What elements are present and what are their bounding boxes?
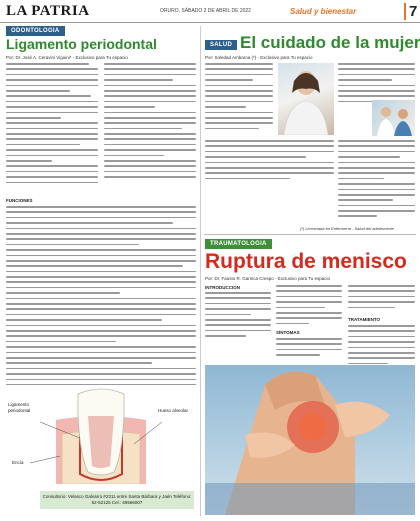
subhead-sintomas: SÍNTOMAS bbox=[276, 330, 300, 335]
article-bottom-col1 bbox=[205, 292, 271, 341]
article-left-body-lower bbox=[6, 206, 196, 395]
article-bottom-col2 bbox=[276, 285, 342, 328]
tag-odontologia: ODONTOLOGIA bbox=[6, 26, 65, 36]
page-number: 7 bbox=[404, 3, 417, 20]
subhead-funciones: FUNCIONES bbox=[6, 198, 33, 203]
article-left-footer: Consultorio: Velasco Galvarro #2311 entre Santa Bárbara y Jaén Teléfono: 52-52125 Cel.: 69566007 bbox=[40, 491, 194, 509]
article-bottom-title: Ruptura de menisco bbox=[205, 250, 407, 273]
woman-figure-icon bbox=[278, 63, 334, 135]
masthead bbox=[0, 0, 420, 22]
caption-gum: Encía bbox=[12, 460, 24, 465]
article-left-byline: Por: Dr. José A. Ceravini Viguini* - Exclusivo para Tu espacio bbox=[6, 55, 128, 60]
article-bottom-col2-lower bbox=[276, 338, 342, 360]
article-left-col1 bbox=[6, 63, 98, 187]
article-right-title: El cuidado de la mujer bbox=[240, 33, 420, 52]
article-right-col2-lower bbox=[338, 140, 415, 221]
tooth-diagram bbox=[6, 386, 196, 484]
article-left-col2 bbox=[104, 63, 196, 182]
article-right-byline: Por: Soledad Ambaroa (*) - Exclusivo para Tu espacio bbox=[205, 55, 313, 60]
newspaper-logo: LA PATRIA bbox=[6, 3, 90, 19]
article-bottom-byline: Por: Dr. Fausto R. Garnica Crespo - Exclusivo para Tu espacio bbox=[205, 276, 331, 281]
doctor-patient-icon bbox=[372, 100, 415, 136]
woman-photo bbox=[278, 63, 334, 135]
tag-salud: SALUD bbox=[205, 40, 237, 50]
top-rule bbox=[0, 22, 420, 23]
article-left-title: Ligamento periodontal bbox=[6, 36, 157, 52]
article-right-col1 bbox=[205, 63, 273, 133]
article-right-col1-lower bbox=[205, 140, 334, 183]
subhead-tratamiento: TRATAMIENTO bbox=[348, 317, 380, 322]
article-bottom-col3-lower bbox=[348, 325, 415, 368]
article-right-credit: (*) Licenciada en Enfermería - Salud del adolescente bbox=[300, 226, 394, 231]
section-title: Salud y bienestar bbox=[290, 7, 357, 16]
dateline: ORURO, SÁBADO 2 DE ABRIL DE 2022 bbox=[160, 8, 251, 14]
caption-ligament: Ligamento periodontal bbox=[8, 402, 31, 413]
knee-injury-icon bbox=[205, 365, 415, 515]
section-rule bbox=[204, 234, 416, 235]
subhead-introduccion: INTRODUCCION bbox=[205, 285, 240, 290]
column-divider bbox=[200, 26, 201, 516]
caption-bone: Hueso alveolar bbox=[158, 408, 189, 413]
article-bottom-col3 bbox=[348, 285, 415, 312]
consultation-photo bbox=[372, 100, 415, 136]
tooth-illustration bbox=[6, 386, 196, 484]
knee-photo bbox=[205, 365, 415, 515]
tag-traumatologia: TRAUMATOLOGIA bbox=[205, 239, 272, 249]
